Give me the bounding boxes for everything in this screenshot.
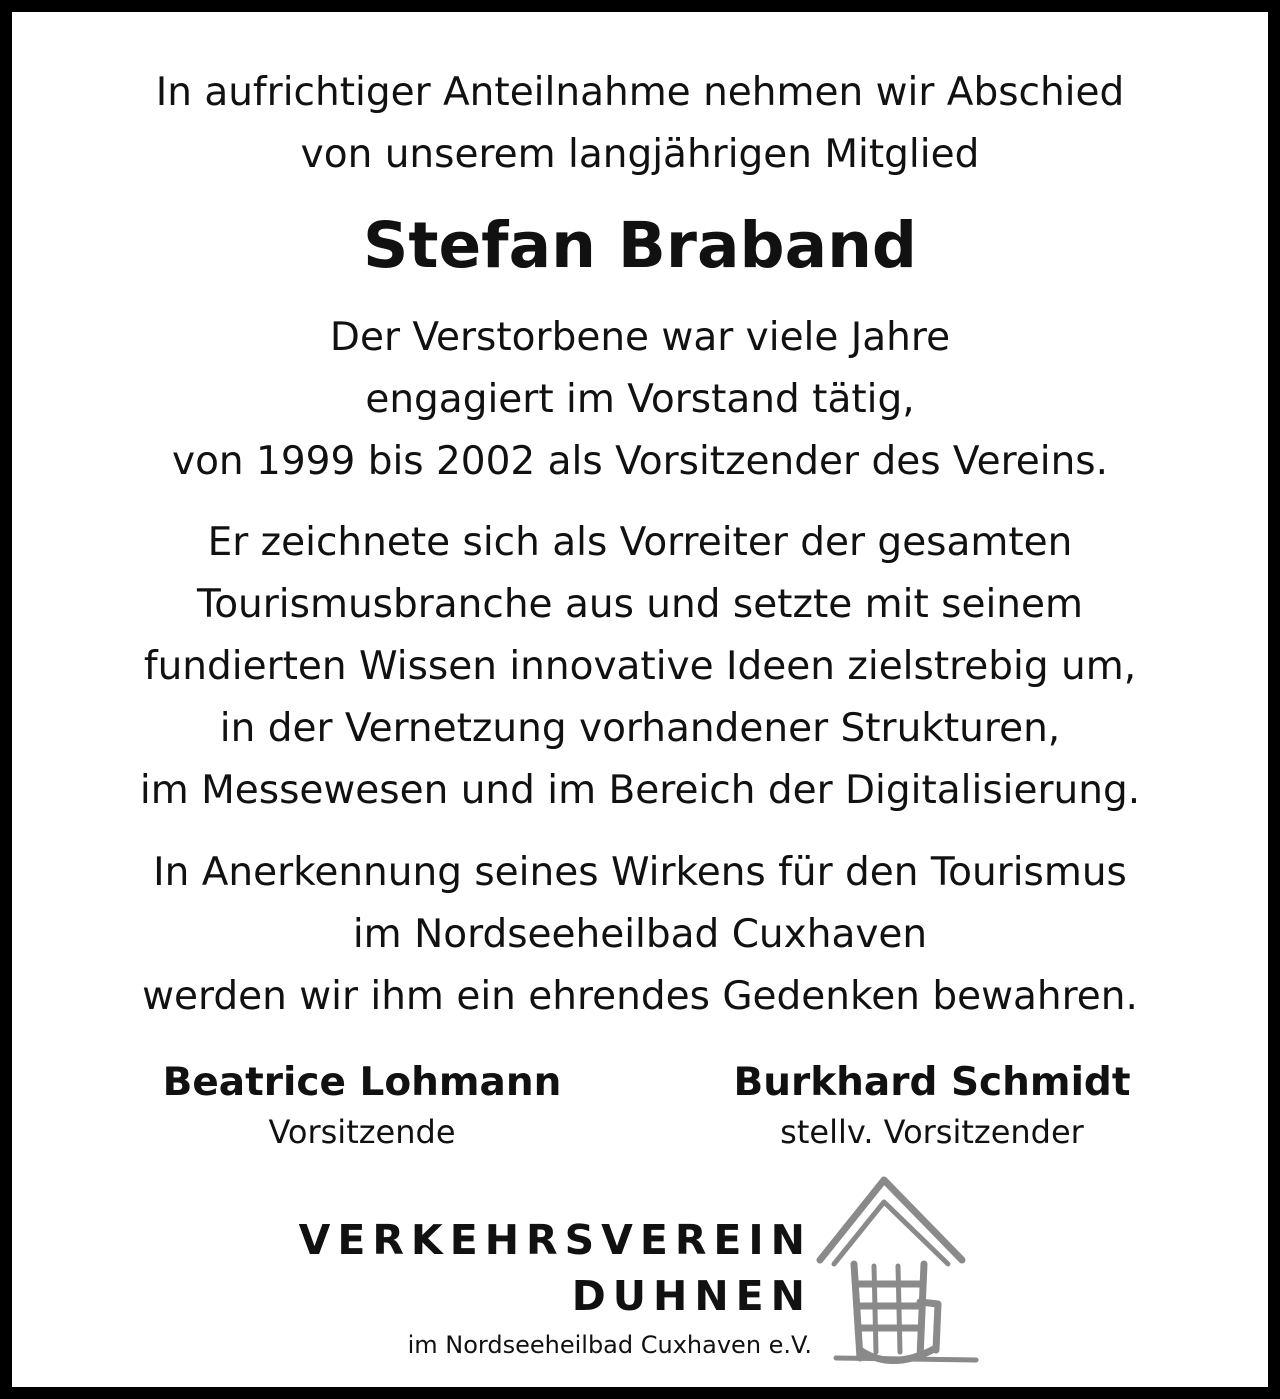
- paragraph-line: Der Verstorbene war viele Jahre: [329, 315, 951, 360]
- organization-name-line1: VERKEHRSVEREIN: [298, 1216, 812, 1264]
- paragraph-achievements: [12, 512, 1268, 822]
- intro-line: von unserem langjährigen Mitglied: [300, 132, 980, 177]
- intro-line: In aufrichtiger Anteilnahme nehmen wir Abschied: [155, 70, 1125, 115]
- signatory-role: stellv. Vorsitzender: [780, 1113, 1084, 1151]
- paragraph-board-service: [12, 307, 1268, 493]
- paragraph-remembrance: [12, 842, 1268, 1028]
- organization-name-line2: DUHNEN: [571, 1272, 812, 1320]
- paragraph-line: im Messewesen und im Bereich der Digitalisierung.: [139, 768, 1141, 813]
- intro-text: [12, 62, 1268, 186]
- signatory-name: Burkhard Schmidt: [733, 1060, 1131, 1105]
- paragraph-line: im Nordseeheilbad Cuxhaven: [352, 912, 928, 957]
- paragraph-line: werden wir ihm ein ehrendes Gedenken bewahren.: [142, 974, 1138, 1019]
- signatory-role: Vorsitzende: [268, 1113, 456, 1151]
- paragraph-line: von 1999 bis 2002 als Vorsitzender des Vereins.: [171, 439, 1109, 484]
- paragraph-line: engagiert im Vorstand tätig,: [365, 377, 915, 422]
- paragraph-line: In Anerkennung seines Wirkens für den Tourismus: [153, 850, 1127, 895]
- lighthouse-beacon-icon: [812, 1172, 982, 1372]
- signatory-deputy-chair: [682, 1055, 1182, 1153]
- deceased-name: Stefan Braband: [362, 209, 918, 282]
- paragraph-line: Er zeichnete sich als Vorreiter der gesamten: [207, 520, 1073, 565]
- organization-logo-text: [292, 1212, 812, 1364]
- signatory-chair: [122, 1055, 602, 1153]
- paragraph-line: fundierten Wissen innovative Ideen zielstrebig um,: [143, 644, 1137, 689]
- paragraph-line: Tourismusbranche aus und setzte mit seinem: [197, 582, 1083, 627]
- paragraph-line: in der Vernetzung vorhandener Strukturen,: [219, 706, 1061, 751]
- organization-subline: im Nordseeheilbad Cuxhaven e.V.: [407, 1331, 812, 1359]
- signatory-name: Beatrice Lohmann: [162, 1060, 562, 1105]
